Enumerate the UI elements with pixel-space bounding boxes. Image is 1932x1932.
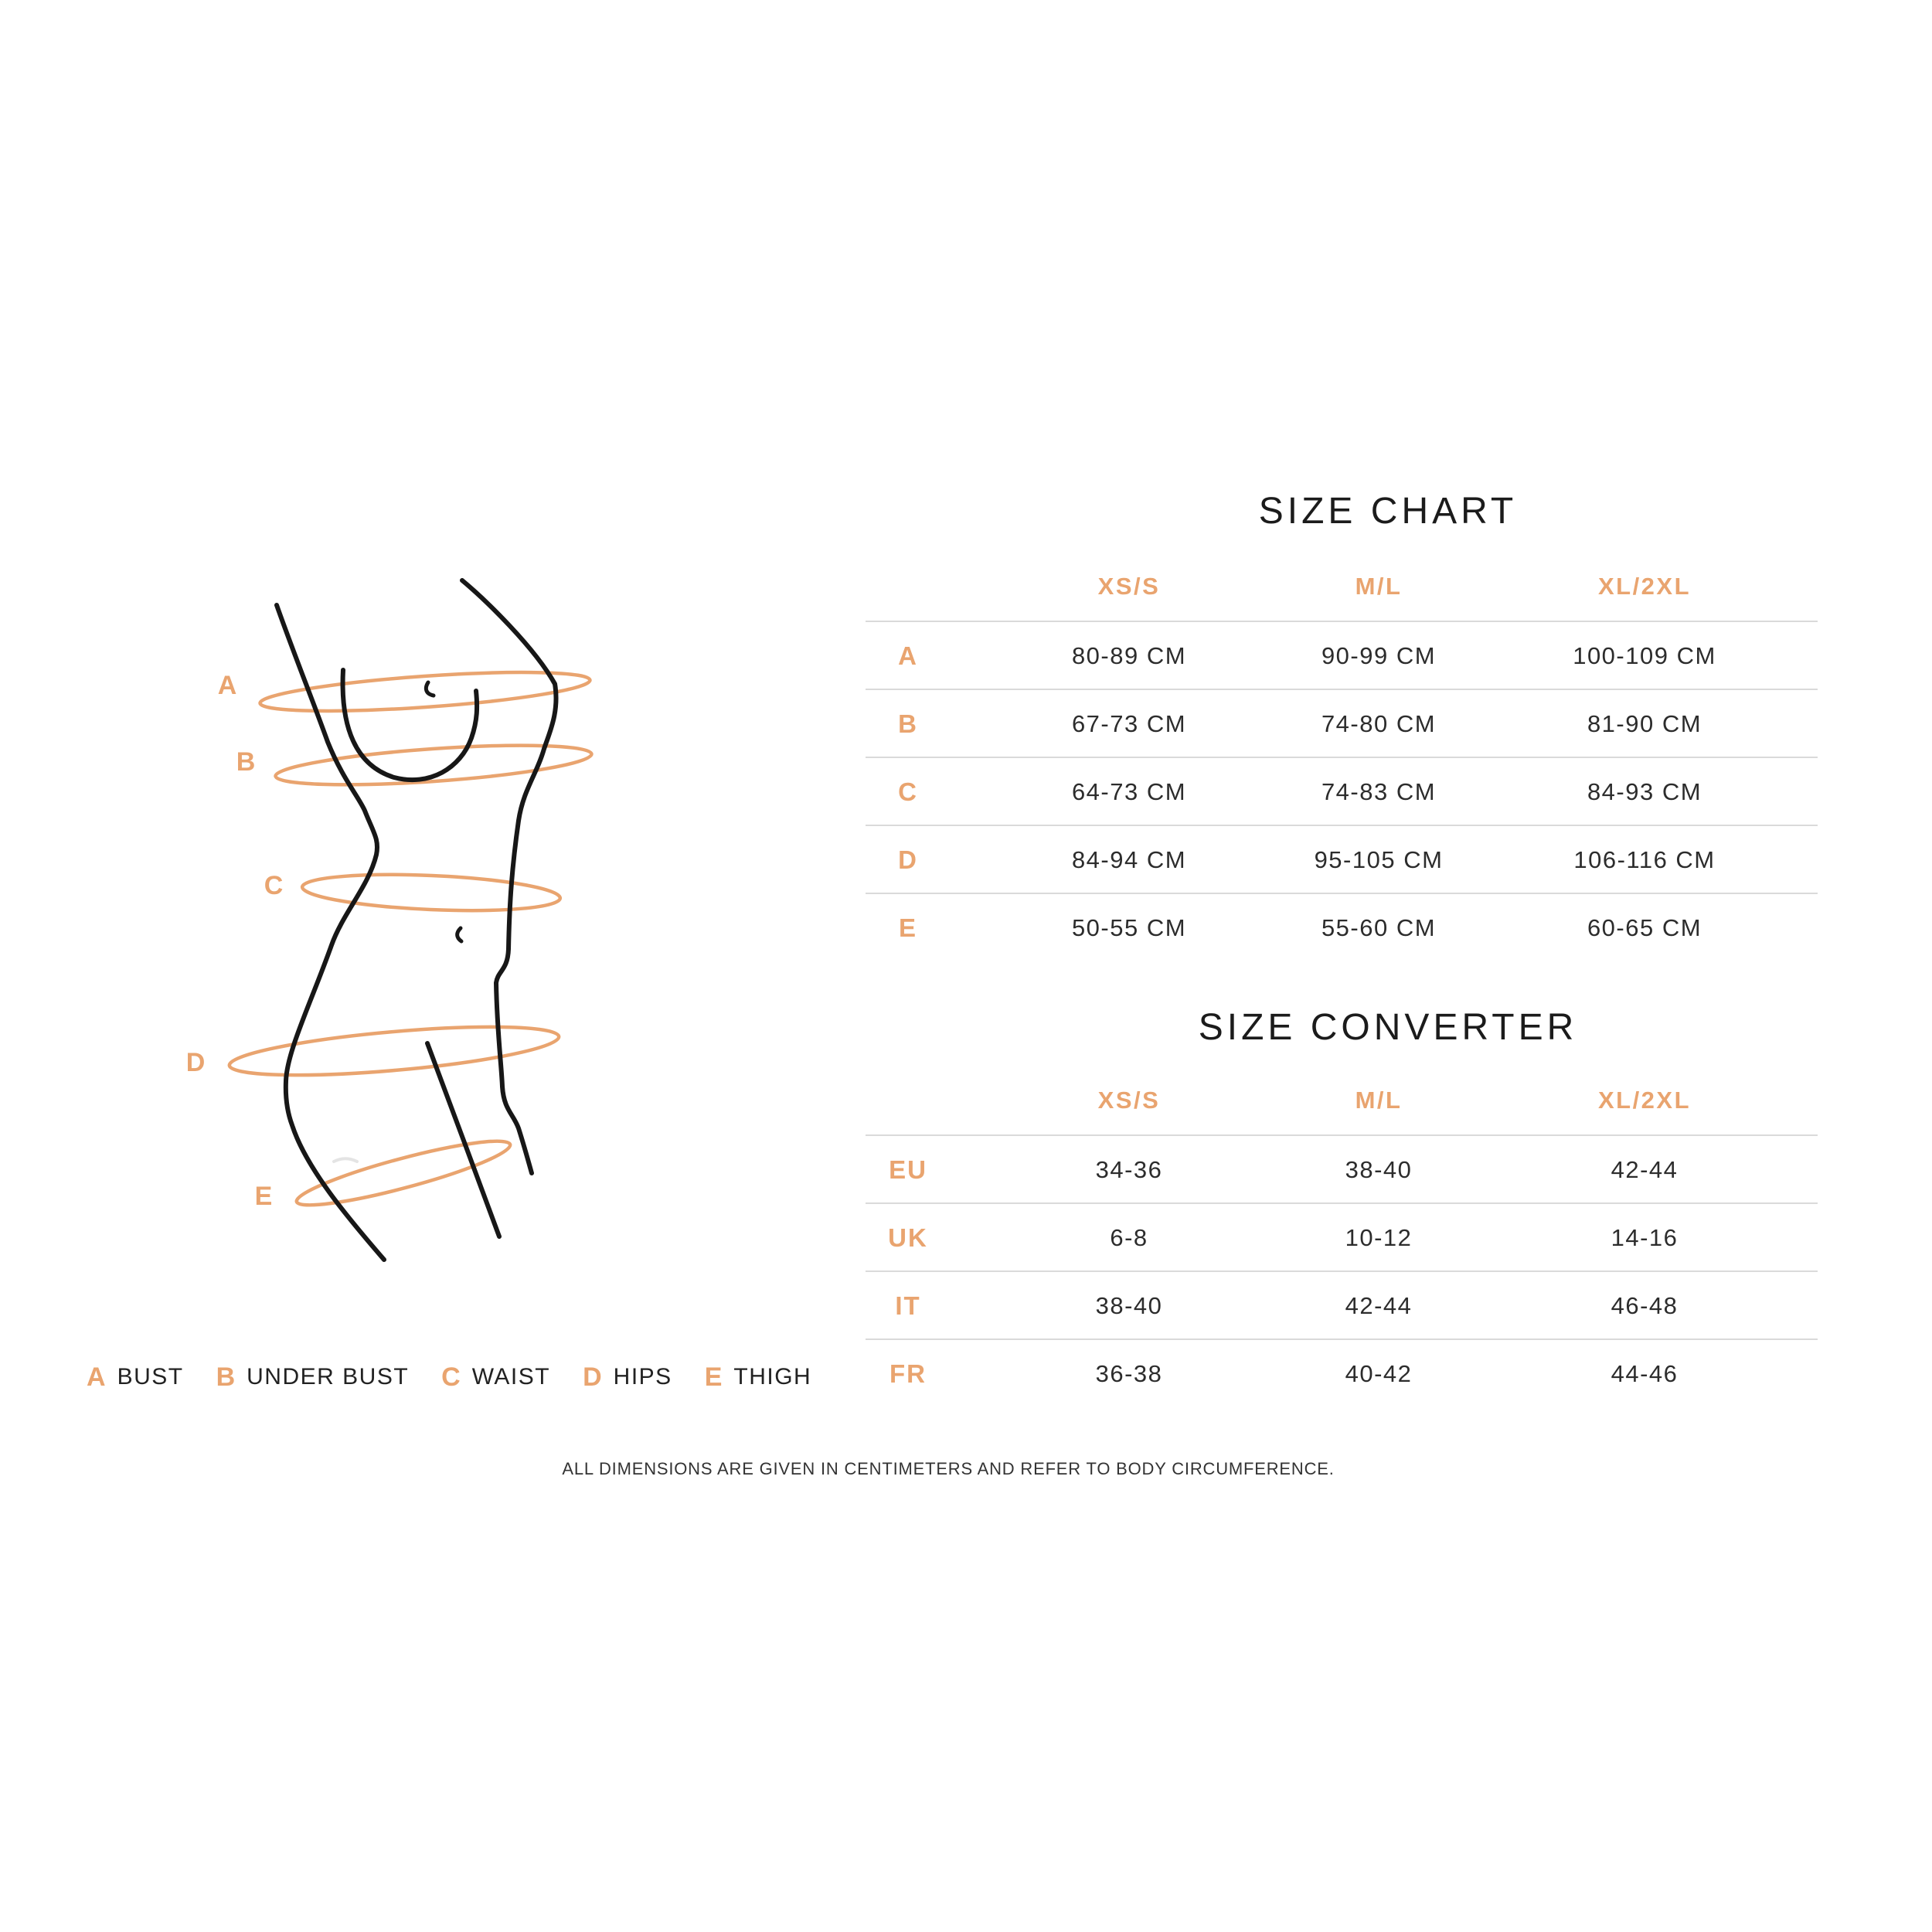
- row-value: 14-16: [1611, 1224, 1679, 1251]
- row-value: 10-12: [1345, 1224, 1413, 1251]
- figure-label-bust: A: [217, 671, 239, 700]
- legend-letter: C: [441, 1362, 461, 1392]
- row-value: 42-44: [1611, 1156, 1679, 1183]
- row-value: 46-48: [1611, 1292, 1679, 1319]
- measurement-legend: [87, 1354, 844, 1400]
- column-header-xl2xl: XL/2XL: [1597, 1087, 1692, 1114]
- nipple-mark: [426, 682, 434, 696]
- size-converter-title: SIZE CONVERTER: [1198, 1007, 1578, 1048]
- navel-mark: [457, 928, 461, 941]
- size-converter-row-eu: [866, 1134, 1818, 1204]
- figure-label-under-bust: B: [236, 747, 257, 777]
- row-value: 34-36: [1095, 1156, 1163, 1183]
- body-right-outline: [462, 580, 556, 1173]
- row-value: 80-89 CM: [1071, 642, 1187, 669]
- row-label: E: [898, 913, 917, 942]
- row-value: 84-93 CM: [1587, 778, 1702, 805]
- row-value: 81-90 CM: [1587, 710, 1702, 737]
- row-label: IT: [895, 1291, 921, 1320]
- row-value: 84-94 CM: [1071, 846, 1187, 873]
- row-value: 50-55 CM: [1071, 914, 1187, 941]
- row-value: 60-65 CM: [1587, 914, 1702, 941]
- thigh-ring: [293, 1131, 514, 1216]
- row-label: D: [898, 845, 918, 874]
- breast-curve: [343, 670, 478, 780]
- figure-label-hips: D: [185, 1048, 207, 1077]
- row-label: FR: [889, 1359, 927, 1388]
- row-value: 64-73 CM: [1071, 778, 1187, 805]
- waist-ring: [301, 870, 561, 916]
- row-value: 74-80 CM: [1321, 710, 1437, 737]
- body-left-outline: [277, 605, 384, 1260]
- column-header-xss: XS/S: [1097, 1087, 1161, 1114]
- legend-label: BUST: [117, 1364, 184, 1389]
- row-value: 100-109 CM: [1573, 642, 1716, 669]
- row-value: 6-8: [1110, 1224, 1148, 1251]
- size-converter-row-uk: [866, 1202, 1818, 1272]
- row-label: A: [898, 641, 918, 670]
- row-value: 106-116 CM: [1573, 846, 1716, 873]
- row-label: B: [898, 709, 918, 738]
- size-chart-row-c: [866, 757, 1818, 826]
- column-header-xss: XS/S: [1097, 573, 1161, 600]
- legend-item-bust: [87, 1362, 184, 1393]
- size-converter-row-it: [866, 1270, 1818, 1340]
- row-value: 55-60 CM: [1321, 914, 1437, 941]
- figure-label-waist: C: [264, 871, 285, 900]
- row-label: EU: [889, 1155, 927, 1184]
- row-value: 42-44: [1345, 1292, 1413, 1319]
- legend-item-waist: [441, 1362, 550, 1393]
- legend-label: HIPS: [613, 1364, 672, 1389]
- row-value: 95-105 CM: [1314, 846, 1444, 873]
- column-header-ml: M/L: [1355, 573, 1403, 600]
- row-value: 38-40: [1345, 1156, 1413, 1183]
- row-value: 67-73 CM: [1071, 710, 1187, 737]
- row-value: 44-46: [1611, 1360, 1679, 1387]
- size-converter-header-row: [866, 1066, 1818, 1134]
- size-chart-title: SIZE CHART: [1258, 491, 1518, 532]
- row-value: 74-83 CM: [1321, 778, 1437, 805]
- hip-crease: [334, 1158, 357, 1162]
- size-chart-header-row: [866, 553, 1818, 621]
- column-header-xl2xl: XL/2XL: [1597, 573, 1692, 600]
- row-label: UK: [888, 1223, 928, 1252]
- legend-item-under-bust: [216, 1362, 410, 1393]
- legend-label: THIGH: [733, 1364, 812, 1389]
- size-chart-row-e: [866, 893, 1818, 962]
- legend-item-hips: [583, 1362, 672, 1393]
- legend-label: UNDER BUST: [247, 1364, 410, 1389]
- legend-letter: E: [704, 1362, 723, 1392]
- legend-label: WAIST: [471, 1364, 551, 1389]
- size-chart-row-a: [866, 621, 1818, 690]
- row-value: 36-38: [1095, 1360, 1163, 1387]
- size-chart-row-b: [866, 689, 1818, 758]
- row-value: 38-40: [1095, 1292, 1163, 1319]
- legend-letter: B: [216, 1362, 236, 1392]
- row-value: 90-99 CM: [1321, 642, 1437, 669]
- figure-label-thigh: E: [254, 1182, 274, 1211]
- dimensions-footnote: ALL DIMENSIONS ARE GIVEN IN CENTIMETERS AND REFER TO BODY CIRCUMFERENCE.: [562, 1459, 1335, 1478]
- size-chart-row-d: [866, 825, 1818, 894]
- legend-letter: A: [87, 1362, 107, 1392]
- legend-item-thigh: [705, 1362, 812, 1393]
- body-measurement-figure: [155, 541, 649, 1314]
- row-value: 40-42: [1345, 1360, 1413, 1387]
- row-label: C: [898, 777, 918, 806]
- column-header-ml: M/L: [1355, 1087, 1403, 1114]
- hips-ring: [228, 1017, 561, 1084]
- legend-letter: D: [583, 1362, 603, 1392]
- size-converter-row-fr: [866, 1338, 1818, 1408]
